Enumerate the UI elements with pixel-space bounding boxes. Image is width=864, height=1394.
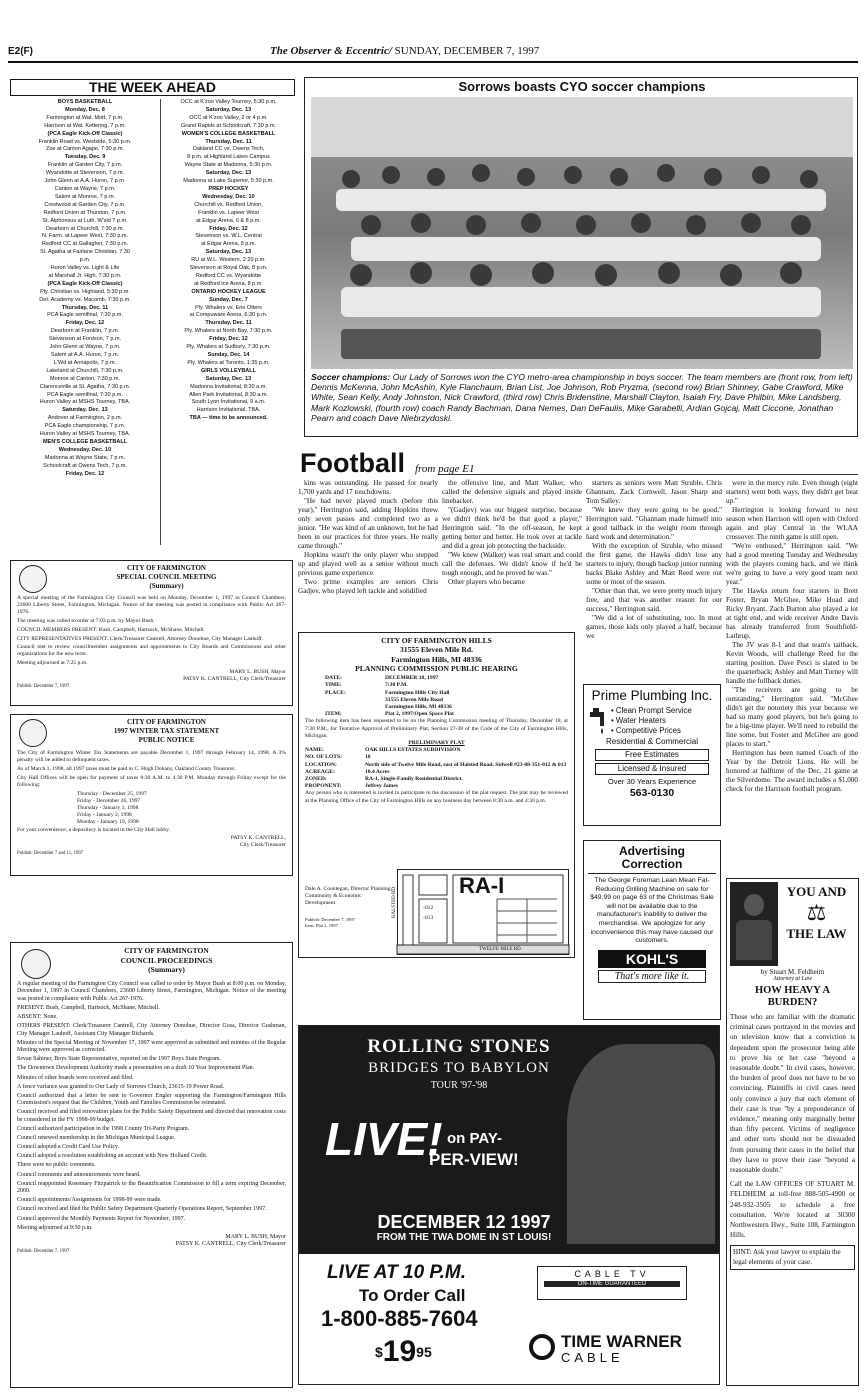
schedule-line: Andover at Farmington, 2 p.m. [47,415,123,422]
schedule-line: Crestwood at Garden City, 7 p.m. [44,201,126,208]
schedule-line: Canton at Wayne, 7 p.m. [54,185,116,192]
schedule-line: Madonna at Wayne State, 7 p.m. [44,454,126,461]
football-column-2 [442,479,582,587]
schedule-line: South Lyon Invitational, 9 a.m. [191,399,266,406]
schedule-line: at Redford Ice Arena, 8 p.m. [194,280,263,287]
schedule-line: Churchill vs. Redford Union, [194,201,263,208]
stones-banner: ROLLING STONES BRIDGES TO BABYLON TOUR '97-'98 LIVE! on PAY- PER-VIEW! DECEMBER 12 1997 FROM THE TWA DOME IN ST LOUIS! [299,1026,719,1254]
tax-holiday-date: Thursday - January 1, 1998 [77,804,139,811]
schedule-heading: Saturday, Dec. 13 [205,106,252,113]
ad-prime-plumbing: Prime Plumbing Inc. • Clean Prompt Service • Water Heaters • Competitive Prices Residential & Commercial Free Estimates Licensed & Insured Over 30 Years Experience 563-0130 [583,684,721,826]
prime-phone: 563-0130 [629,786,675,799]
week-ahead [10,79,295,546]
football-paragraph: "He had never played much (before this year)," Herrington said, adding Hopkins threw only seven passes and completed two as a junior. "He was kind of an unknown, but he had been in our practices for three years. He really came through." [298,497,438,550]
proceedings-paragraph: Council approved the Monthly Payments Report for November, 1997. [17,1215,186,1222]
football-paragraph: "The receivers are going to be outstanding," Herrington said. "McGhee didn't get the notoriety this year because we had so many good players, but he's going to be a big-time player. We'll need to rebuild the line some, but Foster and McGhee are good places to start." [726,686,858,748]
schedule-line: Redford Union at Thurston, 7 p.m. [43,209,127,216]
faucet-icon [587,706,611,736]
football-column-1 [298,479,438,595]
map-road-twelve-mile: TWELVE MILE RD. [479,947,523,952]
week-ahead-column-1 [10,99,160,545]
schedule-line: at Edgar Arena, 8 p.m. [200,241,257,248]
football-paragraph: "We knew (Walker) was real smart and could call the defenses. We didn't know if he'd be tough enough, and he proved he was." [442,551,582,577]
football-paragraph: Herrington is looking forward to next season when Harrison will open with Oxford again and play Central in the WLAA crossover. The ninth game is still open. [726,506,858,541]
proceedings-paragraph: Council authorized participation in the 1998 County Tri-Party Program. [17,1126,190,1133]
photo-caption: Soccer champions: Our Lady of Sorrows won the CYO metro-area championship in boys soccer. The team members are (front row, from left) Dennis McKenna, John McAshin, Kyle Flanchaum, Brian List, Joe Johnson, Rob Pryzma, (second row) Brian Shinney, Gabe Crawford, Mike White, Sean Kelly, Andy Johnston, Nick Crawford, (third row) Chris Bridenstine, Marshall Clayton, Isaiah Fry, Dave Philbin, Mike Landsberg, Mark Kozlowski, (fourth row) coach Randy Bachman, Dana Nemes, Dan DeFaulis, Mike Garabelli, Ardian Gojcaj, Matt Ciccone, Jonathan Pearn and coach Dave Niebrzydoski. [311,372,853,423]
photo-box [304,77,858,437]
prime-service-item: • Clean Prompt Service [611,706,692,715]
proceedings-paragraph: A fence variance was granted to Our Lady of Sorrows Church, 23615-19 Power Road. [17,1083,225,1090]
city-seal-icon [21,949,51,979]
schedule-heading: PREP HOCKEY [208,185,249,192]
kohls-logo: KOHL'S [598,950,706,968]
football-jump: from page E1 [414,463,475,475]
map-lot-013: -013 [423,915,434,921]
schedule-line: Schoolcraft at Owens Tech, 7 p.m. [43,462,127,469]
photo-headline: Sorrows boasts CYO soccer champions [458,79,706,94]
proceedings-paragraph: Council reappointed Rosemary Fitzpatrick to the Beautification Commission to fill a term expiring December, 2000. [17,1180,286,1195]
schedule-heading: WOMEN'S COLLEGE BASKETBALL [181,130,276,137]
hearing-field-row: ZONED: RA-1, Single-Family Residential District. [305,776,463,783]
hearing-field-row: NO. OF LOTS: 18 [305,754,371,761]
football-paragraph: were in the mercy rule. Even though (eight starters) went both ways, they didn't get beat up." [726,479,858,505]
schedule-line: PCA Eagle championship, 7 p.m. [44,423,126,430]
schedule-line: Clarenceville at St. Agatha, 7:30 p.m. [39,383,131,390]
schedule-line: N. Farm. at Lapeer West, 7:30 p.m. [41,233,129,240]
proceedings-paragraph: Council renewed membership in the Michigan Municipal League. [17,1135,176,1142]
football-rule [438,474,858,475]
schedule-line: Redford CC vs. Wyandotte [195,272,262,279]
planning-director: Dale A. Countegan, Director Planning, Community & Economic Development [305,886,392,907]
proceedings-paragraph: PRESENT: Bush, Campbell, Hartsock, McShane, Mitchell. [17,1004,160,1011]
planning-pub: Publish: December 7, 1997 Item: Plat 2, 1997 [305,917,356,928]
proceedings-paragraph: Council comments and announcements were heard. [17,1171,141,1178]
football-paragraph: Herrington has been named Coach of the Year by the Detroit Lions. He will be honored at halftime of the Dec. 21 game at the Silverdome. The award includes a $1,000 check for the Harrison football program. [726,749,858,793]
notice-planning-hearing: CITY OF FARMINGTON HILLS 31555 Eleven Mile Rd. Farmington Hills, MI 48336 PLANNING COMMISSION PUBLIC HEARING DATE: DECEMBER 18, 1997 TIME: 7:30 P.M. PLACE: Farmington Hills City Hall 31555 Eleven Mile Road Farmington Hills, MI 48336 ITEM: Plat 2, 1997/Open Space Plat The following item has been requested to be on the Planning Commission meeting of Thursday, December 18, at 7:30 P.M., for Tentative Approval of Preliminary Plat, Section 27-38 of the Code of the City of Farmington Hills, Michigan. PRELIMINARY PLAT NAME: OAK HILLS ESTATES SUBDIVISION NO. OF LOTS: 18 LOCATION: North side of Twelve Mile Road, east of Halsted Road. Sidwell #23-08-351-012 & 013 ACREAGE: 10.4 Acres ZONED: RA-1, Single-Family Residential District. PROPONENT: Jeffrey James Any person who is interested is invited to participate in the discussion of the plat request. The plat may be reviewed at the Planning Office of the City of Farmington Hills on any business day between 8:30 a.m. and 4:30 p.m. Dale A. Countegan, Director Planning, Community & Economic Development Publish: December 7, 1997 Item: Plat 2, 1997 RA-I -012 -013 TWELVE MILE RD. HALSTED RD. [298,632,575,958]
schedule-line: Zoe at Canton Agape, 7:30 p.m. [46,146,124,153]
notice-special-council-meeting: CITY OF FARMINGTON SPECIAL COUNCIL MEETING (Summary) A special meeting of the Farmington City Council was held on Monday, December 1, 1997 in Council Chambers, 23600 Liberty Street, Farmington, Michigan. Notice of the meeting was posted in compliance with Public Act 267-1976. The meeting was called to order at 7:03 p.m. by Mayor Bush. COUNCIL MEMBERS PRESENT: Bush, Campbell, Hartsock, McShane, Mitchell. CITY REPRESENTATIVES PRESENT: Clerk/Treasurer Cantrell, Attorney Donohue, City Manager Lauhoff. Council met to review councilmember assignments and appointments to City Boards and Commissions and other organizations for the new term. Meeting adjourned at 7:25 p.m. MARY L. BUSH, Mayor PATSY K. CANTRELL, City Clerk/Treasurer Publish: December 7, 1997 [10,560,293,706]
week-ahead-divider [160,99,161,545]
schedule-heading: Wednesday, Dec. 10 [202,193,255,200]
page-number: E2(F) [8,46,33,57]
hearing-field-row: ITEM: Plat 2, 1997/Open Space Plat [325,711,454,718]
schedule-heading: Sunday, Dec. 7 [209,296,248,303]
schedule-line: Harrison Invitational, TBA. [196,407,261,414]
schedule-line: Grand Rapids at Schoolcraft, 7:30 p.m. [180,122,277,129]
cable-tv-logo: CABLE TV ON-TIME GUARANTEED [537,1266,687,1300]
schedule-line: Madonna at Lake Superior, 5:30 p.m. [183,178,274,185]
tax-holiday-date: Friday - December 26, 1997 [77,797,141,804]
proceedings-paragraph: The Downtown Development Authority made a presentation on a draft 10 Year Improvement Plan. [17,1065,255,1072]
time-warner-eye-icon [529,1334,555,1360]
schedule-line: Huron Valley vs. Light & Life [50,265,120,272]
football-column-3 [586,479,722,675]
map-lot-012: -012 [423,905,434,911]
schedule-line: 8 p.m. at Highland Lakes Campus [187,154,270,161]
schedule-heading: (PCA Eagle Kick-Off Classic) [47,130,123,137]
schedule-line: Dearborn at Churchill, 7:30 p.m. [46,225,124,232]
stones-price: $^{\$}19^{95}$ [375,1335,432,1368]
schedule-line: OCC at K'zoo Valley Tourney, 5:30 p.m. [180,99,277,105]
tax-holiday-date: Friday - January 2, 1998 [77,812,132,819]
schedule-heading: Thursday, Dec. 11 [205,320,252,327]
prime-name: Prime Plumbing Inc. [591,688,713,703]
schedule-line: at Marshall Jr. High, 7:30 p.m. [48,272,122,279]
hearing-field-row: PLACE: Farmington Hills City Hall [325,689,450,696]
schedule-line: Stevenson vs. W.L. Central [195,233,262,240]
prime-service-item: • Competitive Prices [611,726,681,736]
football-paragraph: Hopkins wasn't the only player who stepped up and played well as a senior without much previous game experience. [298,551,438,577]
city-seal-icon [19,719,47,747]
schedule-heading: Saturday, Dec. 13 [62,407,108,414]
schedule-line: Wayne State at Madonna, 5:30 p.m. [184,162,273,169]
schedule-line: Huron Valley at MSHS Tourney, TBA. [39,431,131,438]
schedule-heading: ONTARIO HOCKEY LEAGUE [191,288,266,295]
city-seal-icon [19,565,47,593]
ad-rolling-stones-ppv: ROLLING STONES BRIDGES TO BABYLON TOUR '97-'98 LIVE! on PAY- PER-VIEW! DECEMBER 12 1997 FROM THE TWA DOME IN ST LOUIS! LIVE AT 10 P.M. To Order Call 1-800-885-7604 $^{\$}19^{95}$ CABLE TV ON-TIME GUARANTEED TIME WARNER CABLE [298,1025,720,1385]
football-paragraph: Two prime examples are seniors Chris Gadjev, who played left tackle and solidified [298,578,438,595]
schedule-line: Franklin vs. Lapeer West [198,209,259,216]
hearing-field-row: TIME: 7:30 P.M. [325,682,408,689]
attorney-photo [730,882,778,966]
paper-name: The Observer & Eccentric/ SUNDAY, DECEMBER 7, 1997 [270,45,540,57]
schedule-line: Stevenson at Royal Oak, 8 p.m. [189,265,268,272]
schedule-line: Det. Academy vs. Macomb, 7:30 p.m. [39,296,131,303]
schedule-line: St. Alphonsus at Luth. W'sld 7 p.m. [42,217,128,224]
football-paragraph: The Hawks return four starters in Brett Foster, Bryan McGhee, Mike Hoad and Ricky Bryant. Zach Burton also played a lot at tight end, and wide receiver Andre Davis has already transferred from Southfield-Lathrup. [726,587,858,640]
schedule-heading: Saturday, Dec. 13 [205,170,252,177]
schedule-line: OCC at K'zoo Valley, 2 or 4 p.m. [189,114,268,121]
schedule-heading: Friday, Dec. 12 [209,336,248,343]
football-paragraph: The JV was 8-1 and that team's tailback, Kevin Woods, will challenge Reed for the starting position. Dave Pesci is slated to be the quarterback; Ashley and Matt Turney will handle the fullback duties. [726,641,858,685]
schedule-line: St. Agatha at Fairlane Christian, 7:30 [40,249,130,256]
schedule-heading: Sunday, Dec. 14 [207,352,250,358]
schedule-heading: Thursday, Dec. 11 [205,138,252,145]
football-paragraph: With the exception of Struble, who missed the first game, the Hawks didn't lose any starters to injury, though backup junior running backs Blake Ashley and Matt Reed were out some or most of the season. [586,542,722,586]
schedule-heading: Saturday, Dec. 13 [205,375,252,382]
schedule-line: RU at W.L. Western, 2:20 p.m. [191,257,266,264]
schedule-line: Dearborn at Franklin, 7 p.m. [50,328,120,335]
schedule-heading: Monday, Dec. 8 [65,106,105,113]
football-paragraph: "We did a lot of substituting, too. In most games, those kids only played a half, because we [586,614,722,640]
schedule-line: Ply. Whalers vs. Erie Otters [195,304,262,311]
schedule-line: Ply. Whalers at Toronto, 1:35 p.m. [187,359,270,366]
hearing-field-row: Farmington Hills, MI 48336 [385,704,452,710]
schedule-heading: Friday, Dec. 12 [65,320,105,327]
schedule-line: Ply. Whalers at North Bay, 7:30 p.m. [184,328,273,335]
prime-service-item: • Water Heaters [611,716,666,726]
football-paragraph: kins was outstanding. He passed for nearly 1,700 yards and 17 touchdowns. [298,479,438,496]
proceedings-paragraph: Council authorized that a letter be sent to Governor Engler supporting the Farmington/Farmington Hills Commission's request that the Children, Youth and Families Commission be reinstated. [17,1092,286,1107]
stones-phone: 1-800-885-7604 [321,1306,478,1331]
proceedings-paragraph: ABSENT: None. [17,1013,58,1020]
hearing-field-row: 31555 Eleven Mile Road [385,696,443,703]
schedule-line: Madonna Invitational, 8:30 a.m. [190,383,267,390]
schedule-line: Franklin at Garden City, 7 p.m. [47,162,123,169]
schedule-line: Ply. Whalers at Sudbury, 7:30 p.m. [186,344,271,351]
schedule-line: Ply. Christian vs. Highland, 5:30 p.m. [40,288,130,295]
map-zone-label: RA-I [459,873,505,898]
schedule-heading: TBA — time to be announced. [189,415,268,422]
hearing-field-row: DATE: DECEMBER 18, 1997 [325,675,439,682]
football-paragraph: "(Gadjev) was our biggest surprise, because we didn't think he'd be that good a player," Herrington said. "In the off-season, he kept getting better and better. He took over at tackle and did a great job protecting the backside. [442,506,582,550]
proceedings-paragraph: A regular meeting of the Farmington City Council was called to order by Mayor Bush at 8:00 p.m. on Monday, December 1, 1997 in Council Chambers, 23600 Liberty Street, Farmington, Michigan. Notice of the meeting was posted in compliance with Public Act 267-1976. [17,980,286,1002]
header-rule [8,61,858,63]
schedule-line: John Glenn at Wayne, 7 p.m. [49,344,121,351]
proceedings-paragraph: Council adopted a resolution establishing an account with New Holland Credit. [17,1153,208,1160]
schedule-heading: MEN'S COLLEGE BASKETBALL [42,438,128,445]
schedule-line: Wyandotte at Stevenson, 7 p.m. [45,170,125,177]
proceedings-paragraph: Council appointments/Assignments for 1998-99 were made. [17,1197,162,1204]
schedule-line: at Compuware Arena, 6:30 p.m. [189,312,268,319]
time-warner-logo: TIME WARNER CABLE [527,1330,717,1370]
schedule-line: Redford CC at Gallagher, 7:30 p.m. [41,241,129,248]
week-ahead-title: THE WEEK AHEAD [10,79,295,96]
kohls-tagline: That's more like it. [598,970,706,983]
notice-winter-tax-statement: CITY OF FARMINGTON 1997 WINTER TAX STATEMENT PUBLIC NOTICE The City of Farmington Winter Tax Statements are payable December 1, 1997 through February 14, 1998. A 3% penalty will be added to delinquent taxes. As of March 1, 1998, all 1997 taxes must be paid to C. Hugh Dohany, Oakland County Treasurer. City Hall Offices will be open for payment of taxes 8:30 A.M. to 4:30 P.M. Monday through Friday except for the following: Thursday - December 25, 1997 Friday - December 26, 1997 Thursday - January 1, 1998 Friday - January 2, 1998 Monday - January 19, 1998 For your convenience, a depository is located in the City Hall lobby. PATSY K. CANTRELL, City Clerk/Treasurer Publish: December 7 and 11, 1997 [10,714,293,876]
proceedings-paragraph: There were no public comments. [17,1162,96,1169]
page-header [8,44,860,60]
schedule-heading: (PCA Eagle Kick-Off Classic) [47,280,123,287]
scales-icon: ⚖ [806,900,827,925]
map-road-halsted: HALSTED RD. [392,885,397,918]
schedule-line: p.m. [79,257,91,264]
schedule-line: Oakland CC vs. Owens Tech, [192,146,265,153]
schedule-line: Monroe at Canton, 7:30 p.m. [49,375,120,382]
schedule-line: Harrison at Wat. Kettering, 7 p.m. [44,122,126,129]
football-column-4 [726,479,858,869]
proceedings-paragraph: Minutes of the Special Meeting of November 17, 1997 were approved as submitted and minutes of the Regular Meeting were approved as corrected. [17,1039,286,1054]
schedule-line: Lakeland at Churchill, 7:30 p.m. [46,367,124,374]
schedule-heading: Thursday, Dec. 11 [61,304,109,311]
schedule-line: PCA Eagle semifinal, 7:30 p.m. [47,312,123,319]
football-paragraph: starters as seniors were Matt Struble, Chris Ghannam, Zack Cornwell, Jason Sharp and Tom Salley. [586,479,722,505]
tax-holiday-date: Thursday - December 25, 1997 [77,790,147,797]
schedule-heading: Wednesday, Dec. 10 [58,446,112,453]
proceedings-paragraph: OTHERS PRESENT: Clerk/Treasurer Cantrell, City Attorney Donohue, Director Gosa, Director Gushman, City Manager Lauhoff, Assistant City Manager Richards. [17,1022,286,1037]
schedule-line: Salem at A.A. Huron, 7 p.m. [50,352,120,358]
football-paragraph: the offensive line, and Matt Walker, who called the defensive signals and played inside linebacker. [442,479,582,505]
proceedings-paragraph: Minutes of other boards were received and filed. [17,1074,134,1081]
hearing-field-row: PROPONENT: Jeffrey James [305,783,398,790]
schedule-line: Allen Park Invitational, 8:30 a.m. [189,391,268,398]
tax-holiday-date: Monday - January 19, 1998 [77,819,139,826]
proceedings-paragraph: Council adopted a Credit Card Use Policy. [17,1144,120,1151]
football-paragraph: "We're enthused," Herrington said. "We had a good meeting Tuesday and Wednesday with the players coming back, and we think we're going to have a very good team next year." [726,542,858,586]
football-title: Football [300,448,405,478]
schedule-line: Huron Valley at MSHS Tourney, TBA. [39,399,131,406]
proceedings-paragraph: Meeting adjourned at 9:50 p.m. [17,1224,93,1231]
ad-correction: Advertising Correction The George Foreman Lean Mean Fat-Reducing Grilling Machine on sale for $49.99 on page 63 of the Christmas Sale will not be available due to the manufacturer's inability to deliver the merchandise. We apologize for any inconvenience this may have caused our customers. KOHL'S That's more like it. [583,840,721,1020]
schedule-line: at Edgar Arena, 6 & 8 p.m. [196,217,261,224]
hearing-field-row: NAME: OAK HILLS ESTATES SUBDIVISION [305,747,461,754]
schedule-heading: BOYS BASKETBALL [57,99,113,105]
schedule-heading: Friday, Dec. 12 [65,470,105,477]
ad-you-and-the-law: YOU AND ⚖ THE LAW by Stuart M. Feldheim Attorney at Law HOW HEAVY A BURDEN? Those who are familiar with the dramatic criminal cases portrayed in the movies and on television know that a conviction is dependent upon the prosecutor being able to prove his or her case "beyond a reasonable doubt." In civil cases, however, the burden of proof does not have to be so convincing. Plaintiffs in civil cases need only convince a jury that each element of their case is true "by a preponderance of evidence," meaning only marginally better than fifty percent. Victims of negligence and other torts should not be dissuaded from pursuing their cases in the belief that they have to prove their case "beyond a reasonable doubt." Call the LAW OFFICES OF STUART M. FELDHEIM at toll-free 888-505-4900 or 248-932-3505 to schedule a free consultation. We're located at 30300 Northwestern Hwy., Suite 108, Farmington Hills. HINT: Ask your lawyer to explain the legal elements of your case. [726,878,859,1386]
schedule-line: Salem at Monroe, 7 p.m. [54,193,116,200]
proceedings-paragraph: Council received and filed the Public Safety Department Quarterly Operations Report, September 1997. [17,1206,267,1213]
proceedings-paragraph: Council received and filed renovation plans for the Public Safety Department and directed that renovation costs be considered in the FY 1998-99 budget. [17,1109,286,1123]
hearing-field-row: LOCATION: North side of Twelve Mile Road, east of Halsted Road. Sidwell #23-08-351-012 & 013 [305,761,567,768]
schedule-line: PCA Eagle semifinal, 7:30 p.m. [47,391,123,398]
schedule-line: Farmington at Wat. Mott, 7 p.m. [46,114,124,121]
football-paragraph: "Other than that, we were pretty much injury free, and that was another reason for our success," Herrington said. [586,587,722,613]
hearing-field-row: ACREAGE: 10.4 Acres [305,768,390,775]
schedule-line: L'Wd at Annapolis, 7 p.m. [53,359,117,366]
schedule-heading: Saturday, Dec. 13 [205,249,252,256]
football-paragraph: Other players who became [448,578,525,586]
schedule-line: John Glenn at A.A. Huron, 7 p.m. [44,178,126,185]
schedule-line: Stevenson at Fordson, 7 p.m. [48,336,122,343]
schedule-line: Franklin Road vs. Westside, 5:30 p.m. [38,138,132,145]
football-paragraph: "We knew they were going to be good," Herrington said. "Ghannam made himself into a good tailback in the weight room through hard work and determination." [586,506,722,541]
schedule-heading: GIRLS VOLLEYBALL [201,367,256,374]
team-photo [311,97,853,369]
notice-council-proceedings: CITY OF FARMINGTON COUNCIL PROCEEDINGS (Summary) A regular meeting of the Farmington City Council was called to order by Mayor Bush at 8:00 p.m. on Monday, December 1, 1997 in Council Chambers, 23600 Liberty Street, Farmington, Michigan. Notice of the meeting was posted in compliance with Public Act 267-1976. PRESENT: Bush, Campbell, Hartsock, McShane, Mitchell. ABSENT: None. OTHERS PRESENT: Clerk/Treasurer Cantrell, City Attorney Donohue, Director Gosa, Director Gushman, City Manager Lauhoff, Assistant City Manager Richards. Minutes of the Special Meeting of November 17, 1997 were approved as submitted and minutes of the Regular Meeting were approved as corrected. Sevan Sahiner, Boys State Representative, reported on the 1997 Boys State Program. The Downtown Development Authority made a presentation on a draft 10 Year Improvement Plan. Minutes of other boards were received and filed. A fence variance was granted to Our Lady of Sorrows Church, 23615-19 Power Road. Council authorized that a letter be sent to Governor Engler supporting the Farmington/Farmington Hills Commission's request that the Children, Youth and Families Commission be reinstated. Council received and filed renovation plans for the Public Safety Department and directed that renovation costs be considered in the FY 1998-99 budget. Council authorized participation in the 1998 County Tri-Party Program. Council renewed membership in the Michigan Municipal League. Council adopted a Credit Card Use Policy. Council adopted a resolution establishing an account with New Holland Credit. There were no public comments. Council comments and announcements were heard. Council reappointed Rosemary Fitzpatrick to the Beautification Commission to fill a term expiring December, 2000. Council appointments/Assignments for 1998-99 were made. Council received and filed the Public Safety Department Quarterly Operations Report, September 1997. Council approved the Monthly Payments Report for November, 1997. Meeting adjourned at 9:50 p.m. MARY L. BUSH, Mayor PATSY K. CANTRELL, City Clerk/Treasurer Publish: December 7, 1997 [10,942,293,1388]
proceedings-paragraph: Sevan Sahiner, Boys State Representative, reported on the 1997 Boys State Program. [17,1056,222,1063]
week-ahead-column-2 [162,99,295,545]
schedule-heading: Friday, Dec. 12 [209,225,248,232]
schedule-heading: Tuesday, Dec. 9 [64,154,106,161]
